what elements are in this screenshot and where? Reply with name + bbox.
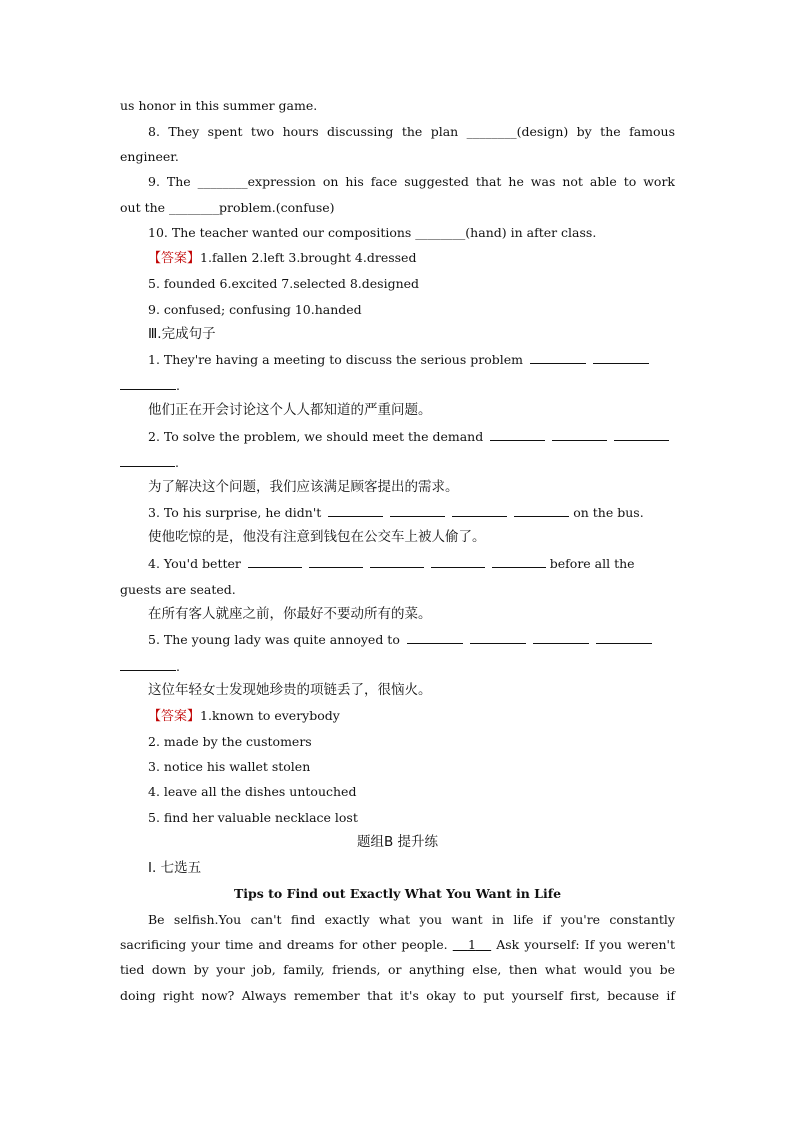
text-line: us honor in this summer game. bbox=[120, 98, 318, 113]
sentence-3: 3. To his surprise, he didn't on the bus. bbox=[148, 505, 644, 520]
blank-line: . bbox=[120, 659, 675, 675]
passage-line: sacrificing your time and dreams for other people. 1 Ask yourself: If you weren't bbox=[120, 937, 675, 952]
section-heading: Ⅰ. 七选五 bbox=[148, 860, 202, 876]
text-line: out the ________problem.(confuse) bbox=[120, 200, 335, 215]
answer-line: 2. made by the customers bbox=[148, 734, 312, 749]
answer-tag: 【答案】 bbox=[148, 251, 201, 266]
passage-line: doing right now? Always remember that it's okay to put yourself first, because if bbox=[120, 988, 675, 1003]
answer-line: 9. confused; confusing 10.handed bbox=[148, 302, 362, 317]
text-line: guests are seated. bbox=[120, 582, 236, 597]
blank-line: . bbox=[120, 455, 675, 471]
answer-tag: 【答案】 bbox=[148, 709, 201, 724]
group-heading: 题组B 提升练 bbox=[356, 834, 439, 850]
passage-line: Be selfish.You can't find exactly what you want in life if you're constantly bbox=[148, 912, 675, 927]
sentence-1: 1. They're having a meeting to discuss the serious problem bbox=[148, 352, 675, 368]
answer-line: 3. notice his wallet stolen bbox=[148, 759, 311, 774]
question-9: 9. The ________expression on his face suggested that he was not able to work bbox=[148, 174, 675, 189]
sentence-2-zh: 为了解决这个问题，我们应该满足顾客提出的需求。 bbox=[148, 479, 459, 495]
blank-number: 1 bbox=[467, 937, 476, 952]
text-line: engineer. bbox=[120, 149, 179, 164]
question-10: 10. The teacher wanted our compositions ________(hand) in after class. bbox=[148, 225, 597, 240]
sentence-3-zh: 使他吃惊的是，他没有注意到钱包在公交车上被人偷了。 bbox=[148, 529, 486, 545]
passage-title: Tips to Find out Exactly What You Want in Life bbox=[233, 886, 562, 901]
sentence-2: 2. To solve the problem, we should meet the demand bbox=[148, 429, 675, 445]
answer-line: 5. founded 6.excited 7.selected 8.designed bbox=[148, 276, 420, 291]
section-heading: Ⅲ.完成句子 bbox=[148, 326, 216, 342]
question-8: 8. They spent two hours discussing the plan ________(design) by the famous bbox=[148, 124, 675, 139]
answer-block-2: 【答案】1.known to everybody bbox=[148, 708, 340, 724]
sentence-5: 5. The young lady was quite annoyed to bbox=[148, 632, 675, 648]
sentence-5-zh: 这位年轻女士发现她珍贵的项链丢了，很恼火。 bbox=[148, 682, 432, 698]
sentence-1-zh: 他们正在开会讨论这个人人都知道的严重问题。 bbox=[148, 402, 432, 418]
blank-line: . bbox=[120, 378, 675, 394]
sentence-4-zh: 在所有客人就座之前，你最好不要动所有的菜。 bbox=[148, 606, 432, 622]
sentence-4: 4. You'd better before all the bbox=[148, 556, 635, 571]
answer-line: 4. leave all the dishes untouched bbox=[148, 784, 357, 799]
answer-block-1: 【答案】1.fallen 2.left 3.brought 4.dressed bbox=[148, 250, 417, 266]
passage-line: tied down by your job, family, friends, or anything else, then what would you be bbox=[120, 962, 675, 977]
answer-line: 5. find her valuable necklace lost bbox=[148, 810, 358, 825]
